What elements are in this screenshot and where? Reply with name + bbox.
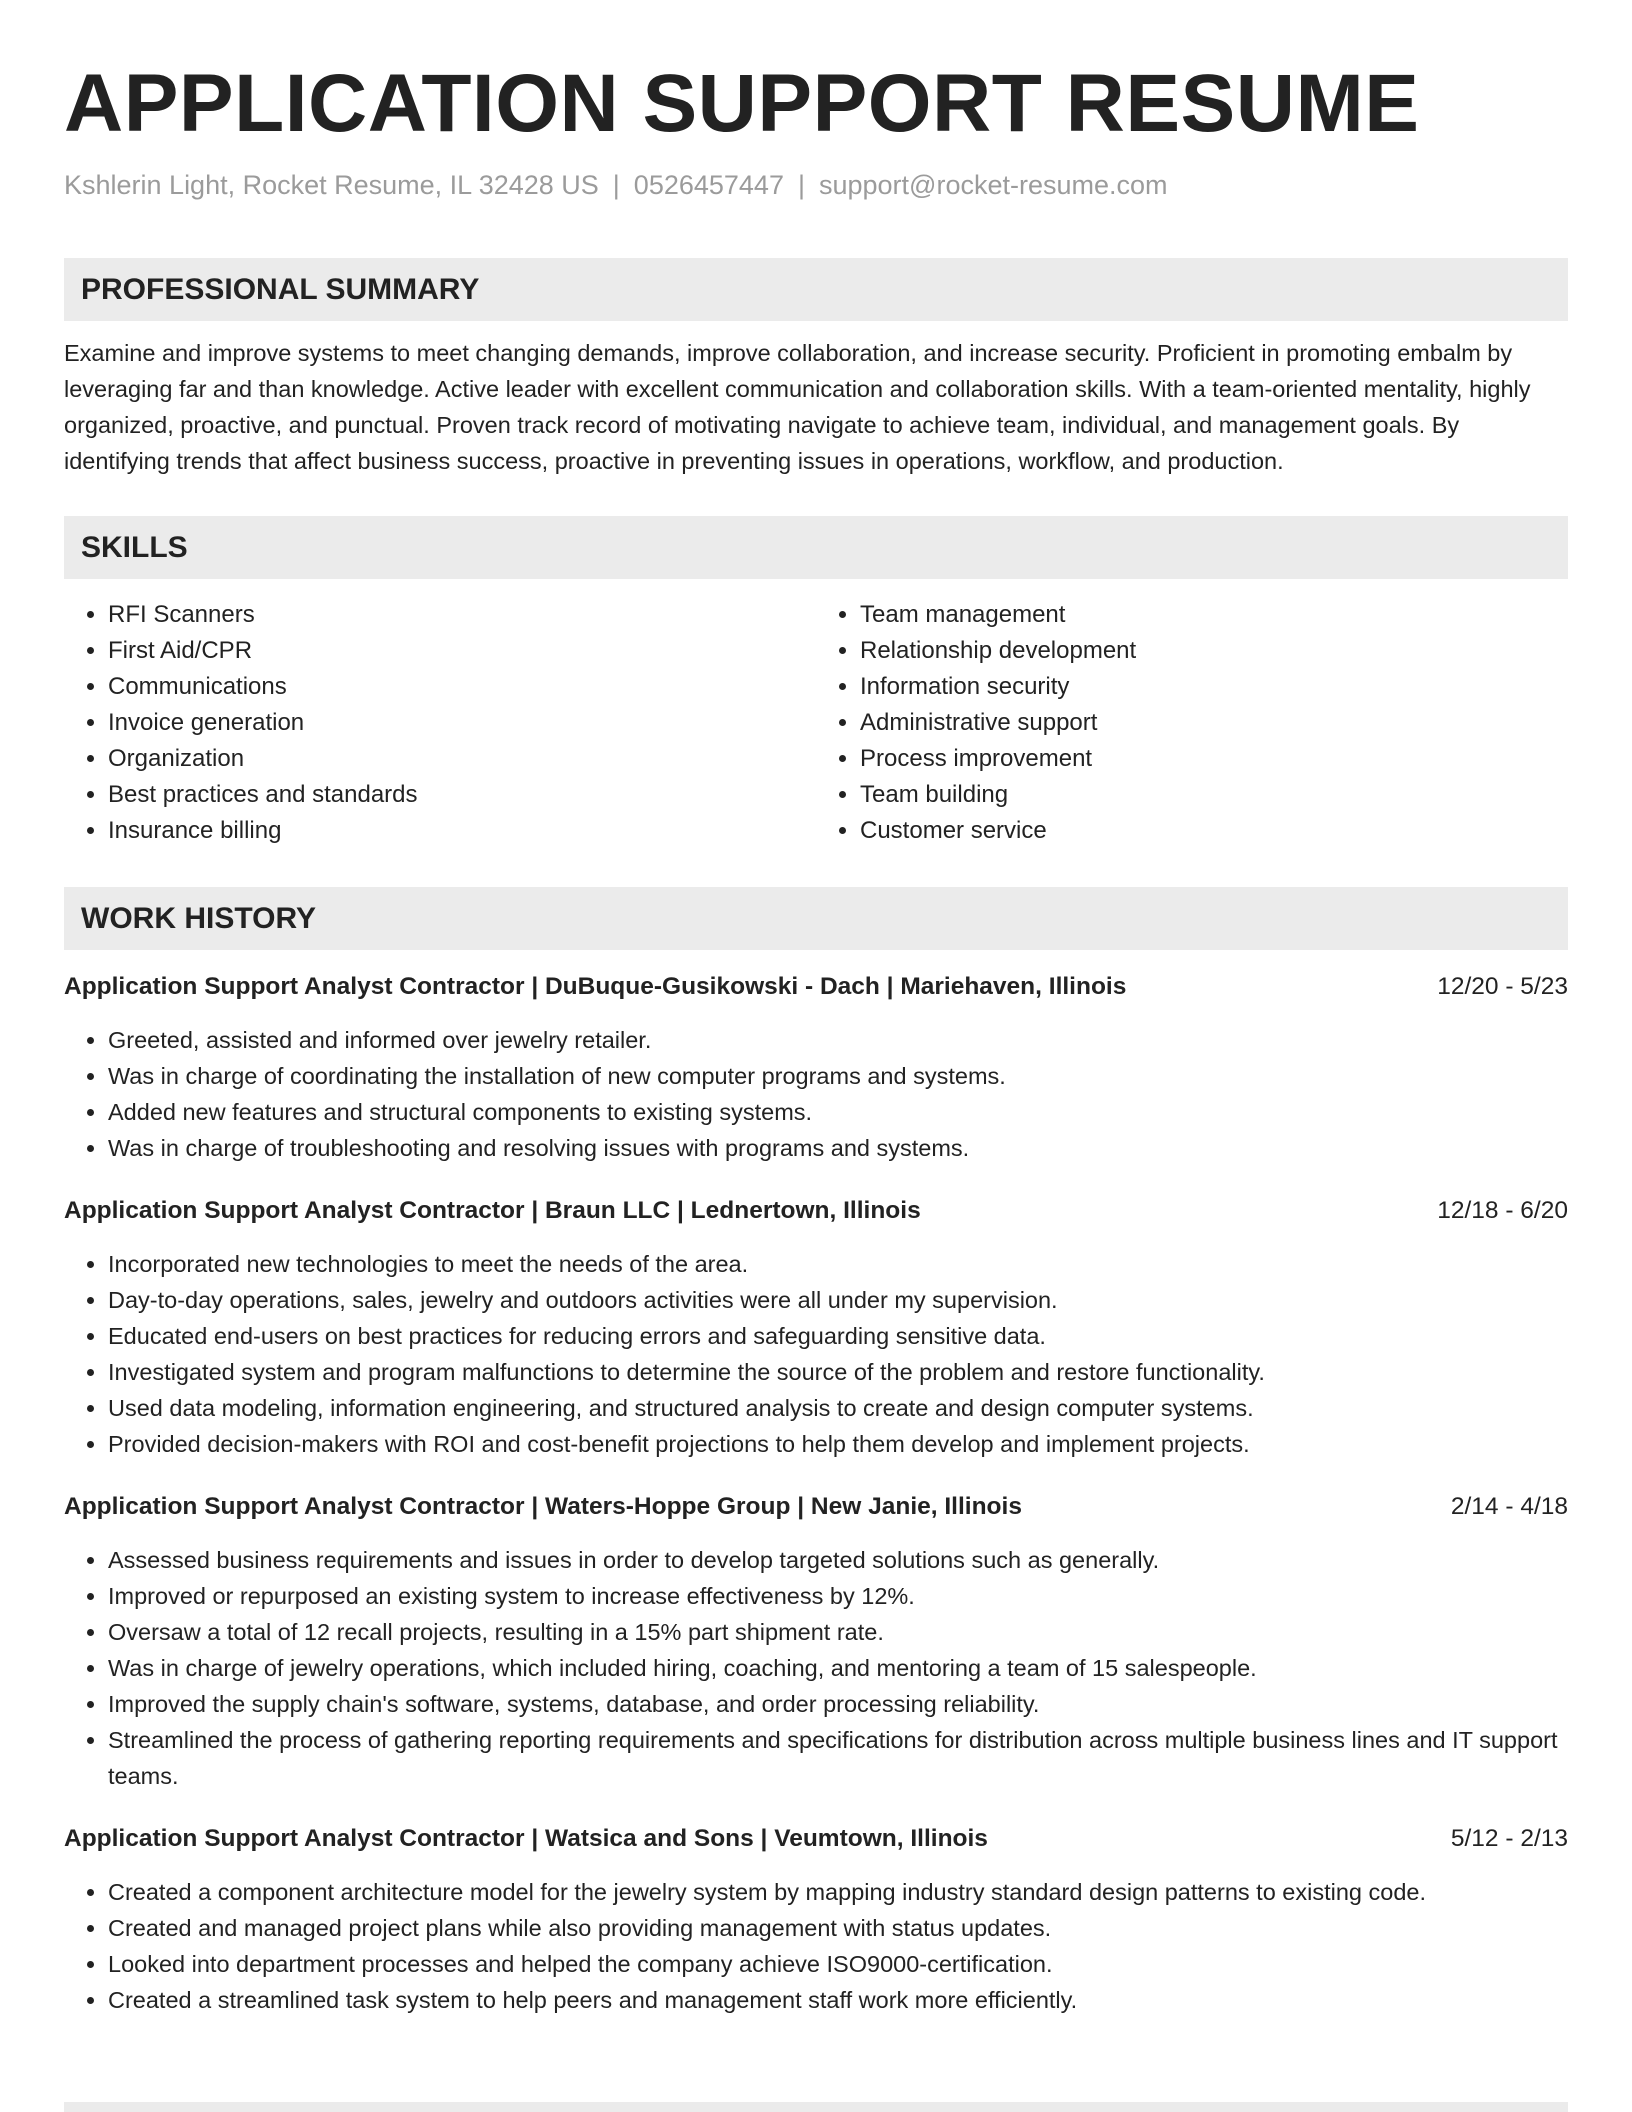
section-heading: PROFESSIONAL SUMMARY: [64, 258, 1568, 321]
skill-item: • Customer service: [860, 813, 1568, 849]
job-bullet: • Provided decision-makers with ROI and cost-benefit projections to help them develop and implement projects.: [108, 1426, 1568, 1462]
job-bullet: • Was in charge of jewelry operations, which included hiring, coaching, and mentoring a team of 15 salespeople.: [108, 1650, 1568, 1686]
job-bullet: • Created and managed project plans while also providing management with status updates.: [108, 1910, 1568, 1946]
skills-list-right: [816, 597, 1568, 849]
job-bullets: [64, 1542, 1568, 1794]
job-bullet: • Day-to-day operations, sales, jewelry and outdoors activities were all under my supervision.: [108, 1282, 1568, 1318]
work-history-section: [64, 887, 1568, 2018]
job-bullets: [64, 1874, 1568, 2018]
skill-item: • Information security: [860, 669, 1568, 705]
job-bullets: [64, 1022, 1568, 1166]
contact-phone: 0526457447: [633, 170, 784, 200]
job-bullet: • Incorporated new technologies to meet the needs of the area.: [108, 1246, 1568, 1282]
job-entry: [64, 969, 1568, 1166]
skill-item: • Insurance billing: [108, 813, 816, 849]
contact-separator: |: [797, 170, 805, 200]
resume-title: APPLICATION SUPPORT RESUME: [64, 58, 1420, 149]
job-entry: [64, 1193, 1568, 1462]
job-title: Application Support Analyst Contractor | DuBuque-Gusikowski - Dach | Mariehaven, Illinois: [64, 973, 1127, 1000]
contact-address: Kshlerin Light, Rocket Resume, IL 32428 US: [64, 170, 599, 200]
skills-section: [64, 516, 1568, 849]
skills-list-left: [64, 597, 816, 849]
job-bullet: • Educated end-users on best practices for reducing errors and safeguarding sensitive data.: [108, 1318, 1568, 1354]
skills-columns: [64, 597, 1568, 849]
next-section-heading-band: [64, 2102, 1568, 2112]
skill-item: • Process improvement: [860, 741, 1568, 777]
skill-item: • Administrative support: [860, 705, 1568, 741]
job-bullet: • Looked into department processes and helped the company achieve ISO9000-certification.: [108, 1946, 1568, 1982]
job-header: [64, 1489, 1568, 1525]
job-dates: 5/12 - 2/13: [1450, 1825, 1568, 1852]
section-heading: SKILLS: [64, 516, 1568, 579]
job-header: [64, 969, 1568, 1005]
skill-item: • Team management: [860, 597, 1568, 633]
job-bullet: • Streamlined the process of gathering reporting requirements and specifications for distribution across multiple business lines and IT support teams.: [108, 1722, 1568, 1794]
job-title: Application Support Analyst Contractor | Watsica and Sons | Veumtown, Illinois: [64, 1825, 988, 1852]
job-bullet: • Assessed business requirements and issues in order to develop targeted solutions such as generally.: [108, 1542, 1568, 1578]
job-title: Application Support Analyst Contractor | Waters-Hoppe Group | New Janie, Illinois: [64, 1493, 1022, 1520]
section-heading: WORK HISTORY: [64, 887, 1568, 950]
summary-text: Examine and improve systems to meet changing demands, improve collaboration, and increase security. Proficient in promoting embalm by leveraging far and than knowledge. Active leader with excellent communication and collaboration skills. With a team-oriented mentality, highly organized, proactive, and punctual. Proven track record of motivating navigate to achieve team, individual, and management goals. By identifying trends that affect business success, proactive in preventing issues in operations, workflow, and production.: [64, 340, 1531, 474]
skill-item: • Relationship development: [860, 633, 1568, 669]
job-bullet: • Added new features and structural components to existing systems.: [108, 1094, 1568, 1130]
contact-separator: |: [612, 170, 620, 200]
professional-summary-section: [64, 258, 1568, 479]
job-bullet: • Was in charge of troubleshooting and resolving issues with programs and systems.: [108, 1130, 1568, 1166]
job-bullet: • Oversaw a total of 12 recall projects, resulting in a 15% part shipment rate.: [108, 1614, 1568, 1650]
job-bullets: [64, 1246, 1568, 1462]
job-header: [64, 1821, 1568, 1857]
job-header: [64, 1193, 1568, 1229]
contact-line: [64, 168, 1568, 202]
job-entry: [64, 1489, 1568, 1794]
job-bullet: • Investigated system and program malfunctions to determine the source of the problem and restore functionality.: [108, 1354, 1568, 1390]
job-bullet: • Used data modeling, information engineering, and structured analysis to create and design computer systems.: [108, 1390, 1568, 1426]
skill-item: • Organization: [108, 741, 816, 777]
skill-item: • First Aid/CPR: [108, 633, 816, 669]
skill-item: • Best practices and standards: [108, 777, 816, 813]
skill-item: • Communications: [108, 669, 816, 705]
job-bullet: • Improved or repurposed an existing system to increase effectiveness by 12%.: [108, 1578, 1568, 1614]
job-bullet: • Greeted, assisted and informed over jewelry retailer.: [108, 1022, 1568, 1058]
skill-item: • Invoice generation: [108, 705, 816, 741]
job-entry: [64, 1821, 1568, 2018]
job-bullet: • Created a streamlined task system to help peers and management staff work more efficiently.: [108, 1982, 1568, 2018]
job-dates: 12/18 - 6/20: [1437, 1197, 1568, 1224]
job-bullet: • Was in charge of coordinating the installation of new computer programs and systems.: [108, 1058, 1568, 1094]
job-dates: 12/20 - 5/23: [1437, 973, 1568, 1000]
skill-item: • Team building: [860, 777, 1568, 813]
job-bullet: • Created a component architecture model for the jewelry system by mapping industry standard design patterns to existing code.: [108, 1874, 1568, 1910]
job-dates: 2/14 - 4/18: [1450, 1493, 1568, 1520]
job-title: Application Support Analyst Contractor | Braun LLC | Lednertown, Illinois: [64, 1197, 921, 1224]
skill-item: • RFI Scanners: [108, 597, 816, 633]
contact-email: support@rocket-resume.com: [818, 170, 1168, 200]
job-bullet: • Improved the supply chain's software, systems, database, and order processing reliability.: [108, 1686, 1568, 1722]
